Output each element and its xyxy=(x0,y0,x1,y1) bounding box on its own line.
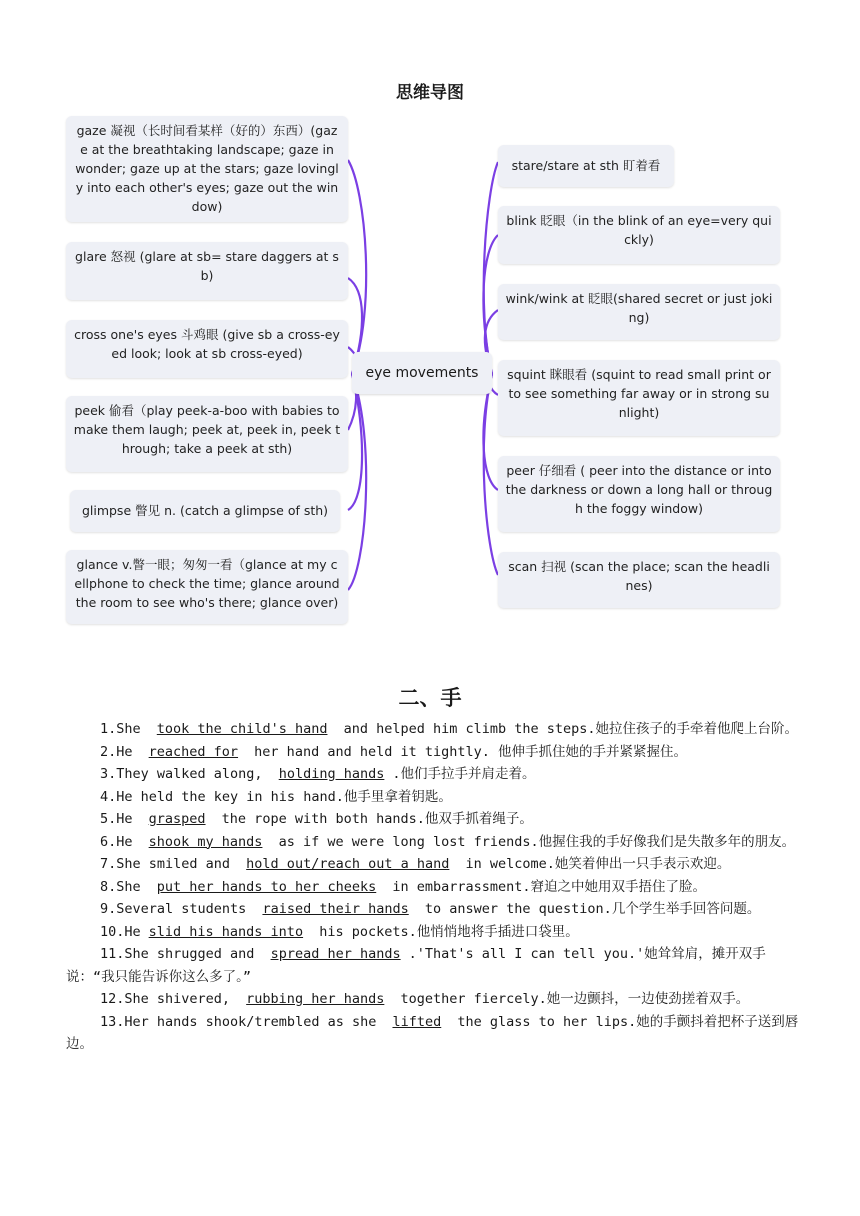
answer-blank: rubbing her hands xyxy=(246,991,385,1007)
sentence-13: 13.Her hands shook/trembled as she lifted the glass to her lips.她的手颤抖着把杯子送到唇边。 xyxy=(66,1013,799,1052)
sentence-8: 8.She put her hands to her cheeks in embarrassment.窘迫之中她用双手捂住了脸。 xyxy=(100,878,707,895)
mindmap-node-scan: scan 扫视 (scan the place; scan the headlines) xyxy=(498,552,780,608)
sentence-10: 10.He slid his hands into his pockets.他悄悄地将手插进口袋里。 xyxy=(100,923,579,940)
mindmap-node-wink: wink/wink at 眨眼(shared secret or just joking) xyxy=(498,284,780,340)
mindmap-center-node: eye movements xyxy=(352,352,492,394)
mindmap-node-glare: glare 怒视 (glare at sb= stare daggers at sb) xyxy=(66,242,348,300)
sentence-9: 9.Several students raised their hands to answer the question.几个学生举手回答问题。 xyxy=(100,901,761,917)
sentence-6: 6.He shook my hands as if we were long lost friends.他握住我的手好像我们是失散多年的朋友。 xyxy=(100,833,796,850)
answer-blank: grasped xyxy=(148,811,206,827)
sentence-7: 7.She smiled and hold out/reach out a hand in welcome.她笑着伸出一只手表示欢迎。 xyxy=(100,856,731,872)
sentence-1: 1.She took the child's hand and helped him climb the steps.她拉住孩子的手牵着他爬上台阶。 xyxy=(100,721,799,737)
mindmap-node-squint: squint 眯眼看 (squint to read small print or to see something far away or in strong sunlight) xyxy=(498,360,780,436)
mindmap-node-glance: glance v.瞥一眼；匆匆一看（glance at my cellphone to check the time; glance around the room to see who's there; glance over) xyxy=(66,550,348,624)
mindmap-node-blink: blink 眨眼（in the blink of an eye=very quickly) xyxy=(498,206,780,264)
mindmap-node-stare: stare/stare at sth 盯着看 xyxy=(498,145,674,187)
answer-blank: shook my hands xyxy=(148,833,263,850)
sentence-4: 4.He held the key in his hand.他手里拿着钥匙。 xyxy=(100,788,452,805)
sentence-list xyxy=(66,718,800,1056)
sentence-2: 2.He reached for her hand and held it tightly. 他伸手抓住她的手并紧紧握住。 xyxy=(100,743,688,760)
sentence-3: 3.They walked along, holding hands .他们手拉手并肩走着。 xyxy=(100,766,536,782)
sentence-12: 12.She shivered, rubbing her hands together fiercely.她一边颤抖，一边使劲搓着双手。 xyxy=(100,991,750,1007)
answer-blank: took the child's hand xyxy=(156,721,328,737)
mindmap-node-peek: peek 偷看（play peek-a-boo with babies to make them laugh; peek at, peek in, peek through; take a peek at sth) xyxy=(66,396,348,472)
answer-blank: raised their hands xyxy=(262,901,409,917)
mindmap-node-gaze: gaze 凝视（长时间看某样（好的）东西）(gaze at the breathtaking landscape; gaze in wonder; gaze up at the stars; gaze lovingly into each other's eyes; gaze out the window) xyxy=(66,116,348,222)
mindmap-title: 思维导图 xyxy=(396,83,464,103)
mindmap-node-peer: peer 仔细看 ( peer into the distance or into the darkness or down a long hall or through the foggy window) xyxy=(498,456,780,532)
answer-blank: put her hands to her cheeks xyxy=(156,878,377,895)
sentence-5: 5.He grasped the rope with both hands.他双手抓着绳子。 xyxy=(100,811,533,827)
section-title: 二、手 xyxy=(398,685,462,710)
answer-blank: hold out/reach out a hand xyxy=(246,856,450,872)
sentence-11: 11.She shrugged and spread her hands .'That's all I can tell you.'她耸耸肩，摊开双手说：“我只能告诉你这么多了。” xyxy=(66,946,766,985)
answer-blank: slid his hands into xyxy=(148,923,304,940)
answer-blank: holding hands xyxy=(278,766,385,782)
mindmap-node-glimpse: glimpse 瞥见 n. (catch a glimpse of sth) xyxy=(70,490,340,532)
mindmap-node-cross-eyes: cross one's eyes 斗鸡眼 (give sb a cross-eyed look; look at sb cross-eyed) xyxy=(66,320,348,378)
answer-blank: reached for xyxy=(148,743,239,760)
answer-blank: lifted xyxy=(392,1013,442,1030)
answer-blank: spread her hands xyxy=(270,946,401,962)
